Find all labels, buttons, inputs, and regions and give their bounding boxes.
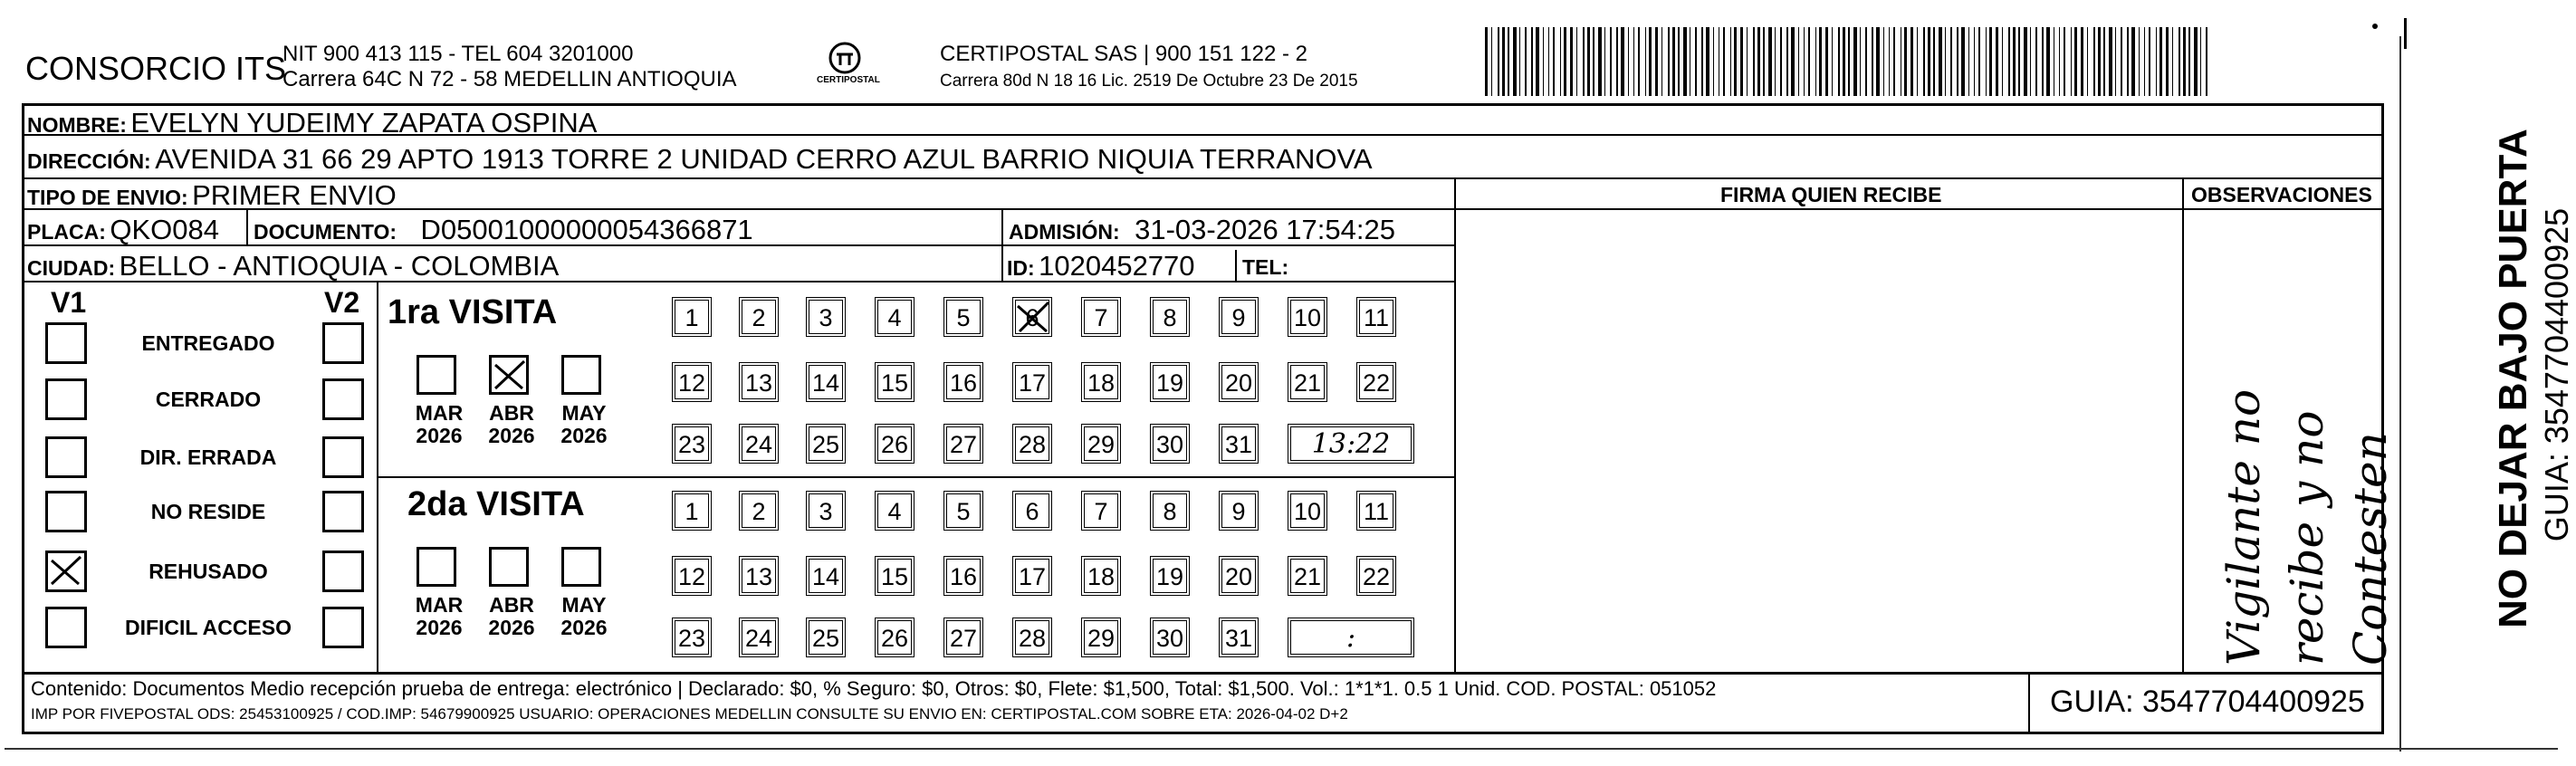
visit2-day-box[interactable]: 20 xyxy=(1219,556,1259,596)
visit1-day-box[interactable]: 21 xyxy=(1288,362,1327,402)
license-line: Carrera 80d N 18 16 Lic. 2519 De Octubre 23 De 2015 xyxy=(940,72,1358,91)
v2-checkbox[interactable] xyxy=(322,551,364,592)
document-row: DOCUMENTO: D05001000000054366871 xyxy=(254,214,753,245)
visit2-time-box[interactable]: : xyxy=(1288,618,1414,657)
visit1-day-box[interactable]: 23 xyxy=(672,424,712,464)
v2-checkbox[interactable] xyxy=(322,436,364,478)
visit2-day-box[interactable]: 18 xyxy=(1081,556,1121,596)
recipient-address: AVENIDA 31 66 29 APTO 1913 TORRE 2 UNIDAD CERRO AZUL BARRIO NIQUIA TERRANOVA xyxy=(155,143,1373,175)
visit1-day-box[interactable]: 8 xyxy=(1150,297,1190,337)
v1-checkbox[interactable] xyxy=(45,551,87,592)
visit2-day-box[interactable]: 4 xyxy=(875,491,915,531)
visit2-day-box[interactable]: 7 xyxy=(1081,491,1121,531)
visit1-day-box[interactable]: 22 xyxy=(1356,362,1396,402)
name-row: NOMBRE: EVELYN YUDEIMY ZAPATA OSPINA xyxy=(27,107,598,139)
city: BELLO - ANTIOQUIA - COLOMBIA xyxy=(119,250,560,282)
status-option-label: DIR. ERRADA xyxy=(139,445,277,469)
imp-line: IMP POR FIVEPOSTAL ODS: 25453100925 / COD.IMP: 54679900925 USUARIO: OPERACIONES MEDELLIN CONSULTE SU ENVIO EN: CERTIPOSTAL.COM SOBRE ETA: 2026-04-02 D+2 xyxy=(31,705,1348,723)
visit1-day-box[interactable]: 9 xyxy=(1219,297,1259,337)
visit2-day-box[interactable]: 8 xyxy=(1150,491,1190,531)
visit2-month-checkbox[interactable] xyxy=(489,547,529,587)
visit1-title: 1ra VISITA xyxy=(388,293,558,331)
visit1-day-box[interactable]: 26 xyxy=(875,424,915,464)
logo-text: CERTIPOSTAL xyxy=(817,75,880,85)
visit2-day-box[interactable]: 26 xyxy=(875,618,915,657)
visit1-day-box[interactable]: 15 xyxy=(875,362,915,402)
v1-checkbox[interactable] xyxy=(45,378,87,420)
visit1-day-box[interactable]: 28 xyxy=(1012,424,1052,464)
visit1-day-box[interactable]: 14 xyxy=(806,362,846,402)
visit1-month-label: MAY 2026 xyxy=(560,401,608,448)
visit2-month-label: MAY 2026 xyxy=(560,593,608,640)
visit2-day-box[interactable]: 9 xyxy=(1219,491,1259,531)
visit2-day-box[interactable]: 14 xyxy=(806,556,846,596)
visit1-day-box[interactable]: 18 xyxy=(1081,362,1121,402)
admission-date: 31-03-2026 17:54:25 xyxy=(1135,214,1395,245)
visit2-month-label: ABR 2026 xyxy=(488,593,535,640)
visit1-day-box[interactable]: 17 xyxy=(1012,362,1052,402)
company-name: CONSORCIO ITS xyxy=(25,50,287,87)
visit1-day-box[interactable]: 19 xyxy=(1150,362,1190,402)
visit2-day-box[interactable]: 30 xyxy=(1150,618,1190,657)
visit1-day-box[interactable]: 1 xyxy=(672,297,712,337)
visit2-day-box[interactable]: 15 xyxy=(875,556,915,596)
status-option-label: CERRADO xyxy=(155,388,262,411)
visit2-day-box[interactable]: 13 xyxy=(739,556,779,596)
v2-checkbox[interactable] xyxy=(322,607,364,648)
v2-label: V2 xyxy=(324,286,360,319)
visit2-day-box[interactable]: 10 xyxy=(1288,491,1327,531)
visit1-day-box[interactable]: 11 xyxy=(1356,297,1396,337)
visit2-day-box[interactable]: 17 xyxy=(1012,556,1052,596)
recipient-name: EVELYN YUDEIMY ZAPATA OSPINA xyxy=(130,107,598,139)
visit2-day-box[interactable]: 29 xyxy=(1081,618,1121,657)
barcode-icon xyxy=(1485,27,2209,96)
visit2-day-box[interactable]: 3 xyxy=(806,491,846,531)
certipostal-line: CERTIPOSTAL SAS | 900 151 122 - 2 xyxy=(940,42,1307,66)
id-number: 1020452770 xyxy=(1039,250,1195,282)
visit1-month-label: ABR 2026 xyxy=(488,401,535,448)
visit1-day-box[interactable]: 10 xyxy=(1288,297,1327,337)
visit2-month-checkbox[interactable] xyxy=(417,547,456,587)
v2-checkbox[interactable] xyxy=(322,378,364,420)
visit1-day-box[interactable]: 31 xyxy=(1219,424,1259,464)
visit2-day-box[interactable]: 22 xyxy=(1356,556,1396,596)
visit1-month-checkbox[interactable] xyxy=(489,355,529,395)
ship-type: PRIMER ENVIO xyxy=(192,179,397,211)
city-row: CIUDAD: BELLO - ANTIOQUIA - COLOMBIA xyxy=(27,250,560,282)
v1-checkbox[interactable] xyxy=(45,436,87,478)
observations-handwriting: Vigilante no recibe y no Contesten xyxy=(2217,388,2397,665)
plate-row: PLACA: QKO084 xyxy=(27,214,219,245)
v1-checkbox[interactable] xyxy=(45,607,87,648)
visit2-month-checkbox[interactable] xyxy=(561,547,601,587)
certipostal-logo-icon xyxy=(813,40,880,94)
document-number: D05001000000054366871 xyxy=(420,214,753,245)
visit2-day-box[interactable]: 28 xyxy=(1012,618,1052,657)
visit2-day-box[interactable]: 21 xyxy=(1288,556,1327,596)
nit-line: NIT 900 413 115 - TEL 604 3201000 xyxy=(282,42,634,66)
dot-mark xyxy=(2372,24,2378,29)
status-option-label: NO RESIDE xyxy=(150,500,266,523)
side-warning: NO DEJAR BAJO PUERTA xyxy=(2491,129,2535,628)
v1-checkbox[interactable] xyxy=(45,491,87,532)
visit1-day-box[interactable]: 27 xyxy=(943,424,983,464)
visit1-day-box[interactable]: 3 xyxy=(806,297,846,337)
visit1-month-checkbox[interactable] xyxy=(561,355,601,395)
visit2-day-box[interactable]: 24 xyxy=(739,618,779,657)
visit1-day-box[interactable]: 13 xyxy=(739,362,779,402)
visit2-day-box[interactable]: 11 xyxy=(1356,491,1396,531)
visit1-day-box[interactable]: 20 xyxy=(1219,362,1259,402)
visit2-day-box[interactable]: 27 xyxy=(943,618,983,657)
visit1-month-label: MAR 2026 xyxy=(415,401,464,448)
visit2-day-box[interactable]: 19 xyxy=(1150,556,1190,596)
address-row: DIRECCIÓN: AVENIDA 31 66 29 APTO 1913 TORRE 2 UNIDAD CERRO AZUL BARRIO NIQUIA TERRANOVA xyxy=(27,143,1373,175)
v1-label: V1 xyxy=(51,286,87,319)
id-row: ID: 1020452770 xyxy=(1007,250,1195,282)
visit1-time-box[interactable]: 13:22 xyxy=(1288,424,1414,464)
visit2-day-box[interactable]: 12 xyxy=(672,556,712,596)
visit2-month-label: MAR 2026 xyxy=(415,593,464,640)
tel-label: TEL: xyxy=(1242,255,1289,279)
visit2-day-box[interactable]: 2 xyxy=(739,491,779,531)
visit2-day-box[interactable]: 1 xyxy=(672,491,712,531)
signature-header: FIRMA QUIEN RECIBE xyxy=(1720,183,1942,206)
visit1-day-box[interactable]: 2 xyxy=(739,297,779,337)
visit2-day-box[interactable]: 16 xyxy=(943,556,983,596)
side-guia: GUIA: 3547704400925 xyxy=(2538,207,2575,542)
visit1-day-box[interactable]: 25 xyxy=(806,424,846,464)
visit2-day-box[interactable]: 6 xyxy=(1012,491,1052,531)
visit2-title: 2da VISITA xyxy=(407,485,585,523)
visit1-day-box[interactable]: 30 xyxy=(1150,424,1190,464)
visit1-day-box[interactable]: 5 xyxy=(943,297,983,337)
status-option-label: DIFICIL ACCESO xyxy=(124,616,292,639)
visit1-day-box[interactable]: 24 xyxy=(739,424,779,464)
address-line: Carrera 64C N 72 - 58 MEDELLIN ANTIOQUIA xyxy=(282,67,737,91)
visit2-day-box[interactable]: 31 xyxy=(1219,618,1259,657)
visit2-day-box[interactable]: 23 xyxy=(672,618,712,657)
visit1-day-box[interactable]: 12 xyxy=(672,362,712,402)
admission-row: ADMISIÓN: 31-03-2026 17:54:25 xyxy=(1009,214,1395,245)
plate: QKO084 xyxy=(110,214,219,245)
status-option-label: ENTREGADO xyxy=(141,331,275,355)
visit2-day-box[interactable]: 5 xyxy=(943,491,983,531)
contents-line: Contenido: Documentos Medio recepción prueba de entrega: electrónico | Declarado: $0, % Seguro: $0, Otros: $0, Flete: $1,500, Total: $1,500. Vol.: 1*1*1. 0.5 1 Unid. COD. POSTAL: 051052 xyxy=(31,677,1717,700)
footer-guia: GUIA: 3547704400925 xyxy=(2050,685,2365,719)
visit2-day-box[interactable]: 25 xyxy=(806,618,846,657)
v2-checkbox[interactable] xyxy=(322,322,364,364)
ship-type-row: TIPO DE ENVIO: PRIMER ENVIO xyxy=(27,179,397,211)
visit1-day-box[interactable]: 29 xyxy=(1081,424,1121,464)
visit1-month-checkbox[interactable] xyxy=(417,355,456,395)
v2-checkbox[interactable] xyxy=(322,491,364,532)
visit1-day-box[interactable]: 16 xyxy=(943,362,983,402)
visit1-day-box[interactable]: 7 xyxy=(1081,297,1121,337)
status-option-label: REHUSADO xyxy=(148,560,268,583)
v1-checkbox[interactable] xyxy=(45,322,87,364)
visit1-day-box[interactable]: 6 xyxy=(1012,297,1052,337)
observations-header: OBSERVACIONES xyxy=(2191,183,2372,206)
visit1-day-box[interactable]: 4 xyxy=(875,297,915,337)
